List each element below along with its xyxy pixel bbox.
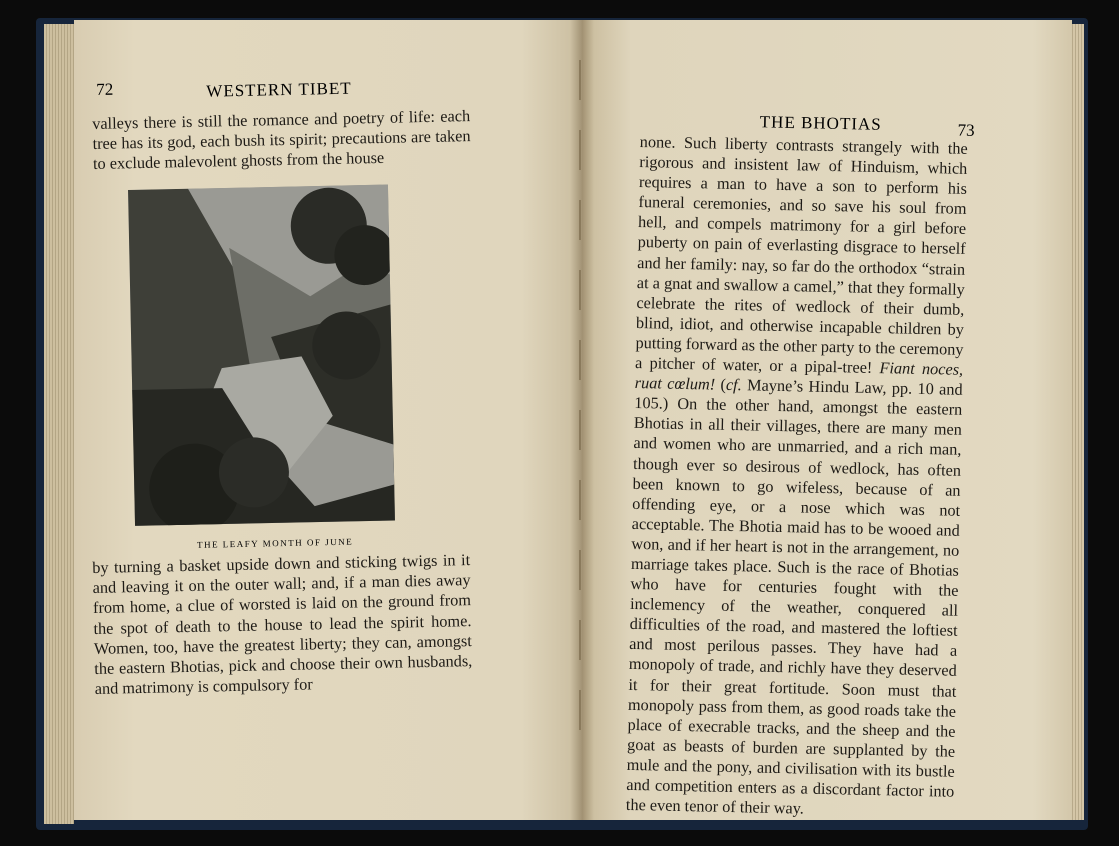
left-text-top	[92, 106, 471, 175]
left-text-bottom	[92, 550, 473, 699]
photo-illustration	[128, 185, 395, 526]
latin-quote: Fiant noces, ruat cœlum!	[634, 358, 964, 394]
left-paragraph-top: valleys there is still the romance and poetry of life: each tree has its god, each bush its spirit; precautions are taken to exclude malevolent ghosts from the house	[92, 106, 471, 174]
page-edges-right	[1070, 24, 1084, 820]
left-running-head: WESTERN TIBET	[206, 78, 352, 101]
right-running-head: THE BHOTIAS	[759, 112, 882, 134]
landscape-photo	[128, 185, 395, 526]
right-paragraph: none. Such liberty contrasts strangely with the rigorous and insistent law of Hinduism, which requires a man to have a son to perform his funeral ceremonies, and so save his soul from hell, and compels matrimony for a girl before puberty on pain of everlasting disgrace to herself and her family: nay, so far do the orthodox “strain at a gnat and swallow a camel,” that they formally celebrate the rites of wedlock of their dumb, blind, idiot, and otherwise incapable children by putting forward as the other party to the ceremony a pitcher of water, or a pipal-tree! Fiant noces, ruat cœlum! (cf. Mayne’s Hindu Law, pp. 10 and 105.) On the other hand, amongst the eastern Bhotias in all their villages, there are many men and women who are unmarried, and a rich man, though ever so desirous of wedlock, has often been known to go wifeless, because of an offending eye, or a nose which was not acceptable. The Bhotia maid has to be wooed and won, and if her heart is not in the arrangement, no marriage takes place. Such is the race of Bhotias who have for centuries fought with the inclemency of the weather, conquered all difficulties of the road, and mastered the loftiest and most perilous passes. They have had a monopoly of trade, and richly have they deserved it for their great fortitude. Soon must that monopoly pass from them, as good roads take the place of execrable tracks, and the sheep and the goat as beasts of burden are supplanted by the mule and the pony, and civilisation with its bustle and competition enters as a discordant factor into the even tenor of their way.	[625, 132, 968, 818]
right-text-part-b: Mayne’s Hindu Law, pp. 10 and 105.) On the other hand, amongst the eastern Bhotias in all their villages, there are many men and women who are unmarried, and a rich man, though ever so desirous of wedlock, has often been known to go wifeless, because of an offending eye, or a nose which was not acceptable. The Bhotia maid has to be wooed and won, and if her heart is not in the arrangement, no marriage takes place. Such is the race of Bhotias who have for centuries fought with the inclemency of the weather, conquered all difficulties of the road, and mastered the loftiest and most perilous passes. They have had a monopoly of trade, and richly have they deserved it for their great fortitude. Soon must that monopoly pass from them, as good roads take the place of execrable tracks, and the sheep and the goat as beasts of burden are supplanted by the mule and the pony, and civilisation with its bustle and competition enters as a discordant factor into the even tenor of their way.	[625, 375, 963, 818]
page-edges-left	[44, 24, 74, 824]
figure-caption: THE LEAFY MONTH OF JUNE	[196, 536, 354, 550]
binding-stitch	[579, 60, 581, 760]
right-text-part-a: none. Such liberty contrasts strangely with the rigorous and insistent law of Hinduism, which requires a man to have a son to perform his funeral ceremonies, and so save his soul from hell, and compels matrimony for a girl before puberty on pain of everlasting disgrace to herself and her family: nay, so far do the orthodox “strain at a gnat and swallow a camel,” that they formally celebrate the rites of wedlock of their dumb, blind, idiot, and otherwise incapable children by putting forward as the other party to the ceremony a pitcher of water, or a pipal-tree!	[634, 132, 968, 377]
cf-abbrev: cf.	[725, 374, 742, 395]
right-text	[626, 132, 968, 822]
left-paragraph-bottom: by turning a basket upside down and sticking twigs in it and leaving it on the outer wall; and, if a man dies away from home, a clue of worsted is laid on the ground from the spot of death to the house to lead the spirit home. Women, too, have the greatest liberty; they can, amongst the eastern Bhotias, pick and choose their own husbands, and matrimony is compulsory for	[92, 550, 473, 699]
right-page-number: 73	[957, 120, 975, 140]
left-page-number: 72	[96, 79, 114, 99]
book-gutter	[570, 20, 594, 820]
